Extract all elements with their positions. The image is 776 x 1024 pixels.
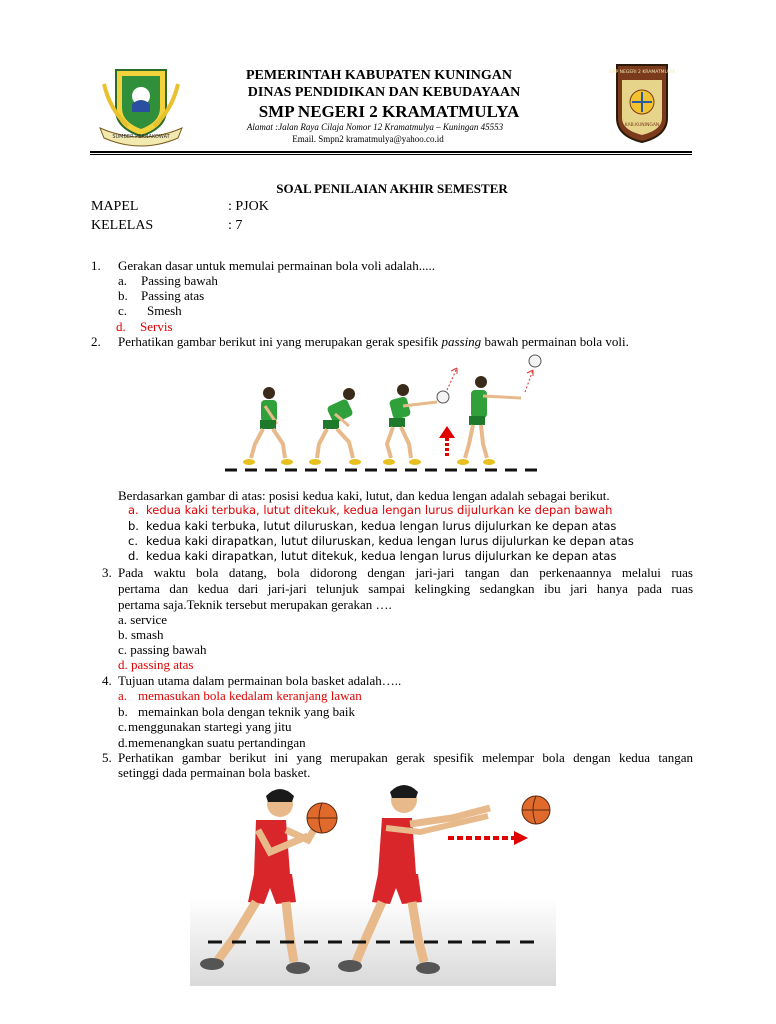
q3-line-2: pertama dan kedua dari jari-jari telunjuk sampai kelingking sedangkan ibu jari hanya pada ruas bbox=[118, 581, 693, 596]
passing-bawah-illustration bbox=[225, 352, 555, 477]
q2-lead: Berdasarkan gambar di atas: posisi kedua kaki, lutut, dan kedua lengan adalah sebagai berikut. bbox=[118, 488, 610, 503]
q1-option-b: Passing atas bbox=[141, 288, 205, 303]
q1-option-b-letter: b. bbox=[118, 288, 128, 303]
q1-option-d-letter: d. bbox=[116, 319, 126, 334]
q5-line-1: Perhatikan gambar berikut ini yang merupakan gerak spesifik melempar bola dengan kedua tangan bbox=[118, 750, 693, 765]
q4-option-d: memenangkan suatu pertandingan bbox=[128, 735, 306, 750]
q1-number: 1. bbox=[91, 258, 101, 273]
q3-option-d-answer: d. passing atas bbox=[118, 657, 194, 672]
q1-option-c-letter: c. bbox=[118, 303, 128, 318]
mapel-value: : PJOK bbox=[228, 199, 269, 214]
header-address: Alamat :Jalan Raya Cilaja Nomor 12 Kramatmulya – Kuningan 45553 bbox=[246, 122, 504, 132]
mapel-label: MAPEL bbox=[91, 199, 139, 214]
q2-text bbox=[118, 334, 629, 349]
left-logo-ribbon-text: SUMBER PERNAKOWAT bbox=[112, 134, 170, 140]
q4-number: 4. bbox=[102, 673, 112, 688]
q2-option-d-letter: d. bbox=[128, 549, 139, 563]
volleyball-player-figure bbox=[309, 388, 361, 465]
right-logo-bottom-text: KAB.KUNINGAN bbox=[624, 123, 660, 128]
q4-option-a-answer: memasukan bola kedalam keranjang lawan bbox=[138, 688, 362, 703]
q1-option-a-letter: a. bbox=[118, 273, 128, 288]
volleyball-player-figure bbox=[243, 387, 293, 465]
header-rule bbox=[90, 151, 692, 153]
q3-option-c: c. passing bawah bbox=[118, 642, 207, 657]
header-government: PEMERINTAH KABUPATEN KUNINGAN bbox=[245, 68, 512, 83]
q2-option-d: kedua kaki dirapatkan, lutut ditekuk, kedua lengan lurus dijulurkan ke depan atas bbox=[146, 549, 617, 563]
q1-option-a: Passing bawah bbox=[141, 273, 218, 288]
chest-pass-illustration bbox=[190, 778, 556, 986]
header-department: DINAS PENDIDIKAN DAN KEBUDAYAAN bbox=[247, 85, 521, 100]
volleyball-player-figure bbox=[457, 355, 541, 465]
q4-option-b-letter: b. bbox=[118, 704, 128, 719]
q3-number: 3. bbox=[102, 565, 112, 580]
q3-option-a: a. service bbox=[118, 612, 168, 627]
q2-text-end: bawah permainan bola voli. bbox=[481, 334, 629, 349]
kelas-value: : 7 bbox=[228, 218, 243, 233]
header-rule-thin bbox=[90, 154, 692, 155]
q2-option-b-letter: b. bbox=[128, 519, 139, 533]
q1-text: Gerakan dasar untuk memulai permainan bola voli adalah..... bbox=[118, 258, 435, 273]
header-school-name: SMP NEGERI 2 KRAMATMULYA bbox=[258, 102, 520, 121]
q2-option-a-letter: a. bbox=[128, 503, 139, 517]
q1-option-c: Smesh bbox=[147, 303, 182, 318]
q1-option-d-answer: Servis bbox=[140, 319, 173, 334]
q2-option-c: kedua kaki dirapatkan, lutut diluruskan, kedua lengan lurus dijulurkan ke depan atas bbox=[146, 534, 634, 548]
q3-line-1: Pada waktu bola datang, bola didorong dengan jari-jari tangan dan perkenaannya melalui ruas bbox=[118, 565, 693, 580]
q4-text: Tujuan utama dalam permainan bola basket adalah….. bbox=[118, 673, 402, 688]
header-email: Email. Smpn2 kramatmulya@yahoo.co.id bbox=[292, 134, 444, 144]
q2-option-b: kedua kaki terbuka, lutut diluruskan, kedua lengan lurus dijulurkan ke depan atas bbox=[146, 519, 617, 533]
q2-option-a-answer: kedua kaki terbuka, lutut ditekuk, kedua lengan lurus dijulurkan ke depan bawah bbox=[146, 503, 613, 517]
q3-option-b: b. smash bbox=[118, 627, 164, 642]
right-logo-top-text: SMP NEGERI 2 KRAMATMULYA bbox=[608, 70, 676, 75]
q2-text-italic: passing bbox=[441, 334, 482, 349]
q3-line-3: pertama saja.Teknik tersebut merupakan gerakan …. bbox=[118, 597, 392, 612]
q2-number: 2. bbox=[91, 334, 101, 349]
q4-option-c: menggunakan startegi yang jitu bbox=[128, 719, 292, 734]
q5-line-2: setinggi dada permainan bola basket. bbox=[118, 765, 311, 780]
exam-title: SOAL PENILAIAN AKHIR SEMESTER bbox=[276, 181, 508, 196]
q4-option-b: memainkan bola dengan teknik yang baik bbox=[138, 704, 355, 719]
kelas-label: KELELAS bbox=[91, 218, 154, 233]
q2-option-c-letter: c. bbox=[128, 534, 138, 548]
q4-option-a-letter: a. bbox=[118, 688, 128, 703]
q5-number: 5. bbox=[102, 750, 112, 765]
q2-text-start: Perhatikan gambar berikut ini yang merupakan gerak spesifik bbox=[118, 334, 442, 349]
q4-option-c-letter: c. bbox=[118, 719, 128, 734]
q4-option-d-letter: d. bbox=[118, 735, 128, 750]
